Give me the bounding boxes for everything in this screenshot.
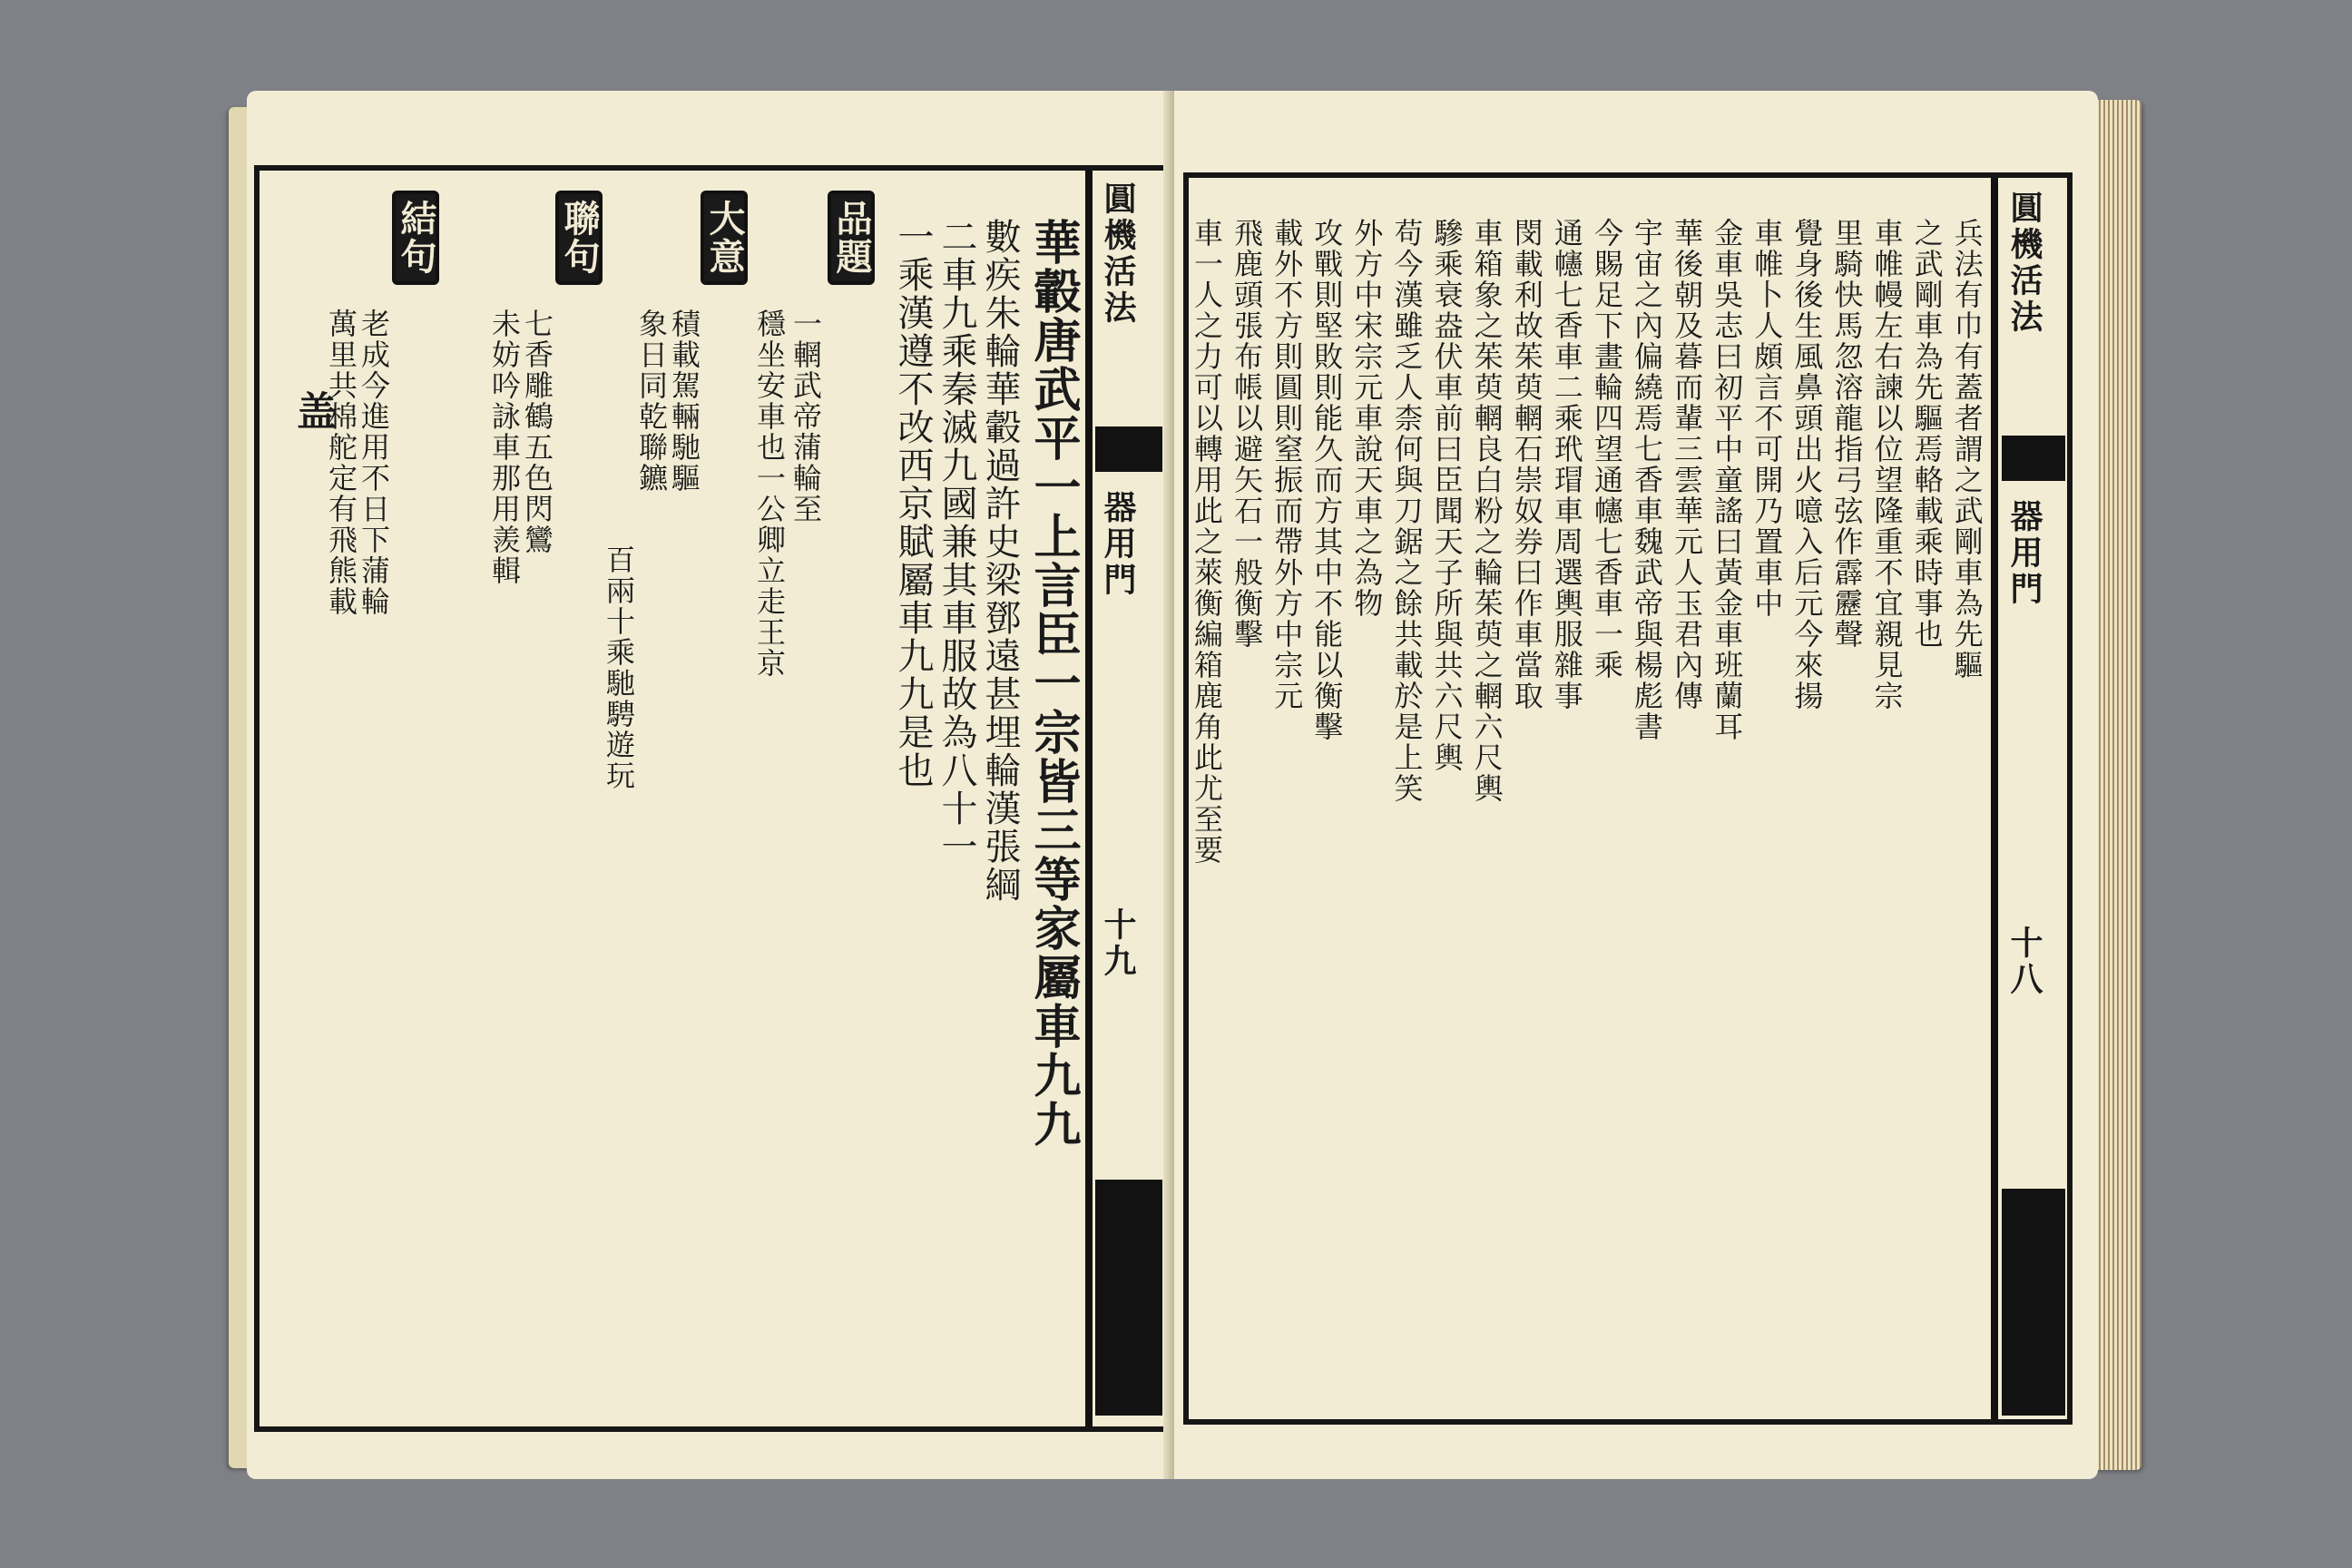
section-line: 象日同乾聯鑣 bbox=[634, 309, 669, 494]
open-book bbox=[229, 91, 2141, 1479]
section-label-lianju: 聯句 bbox=[555, 191, 603, 285]
text-column: 今賜足下畫輪四望通幰七香車一乘 bbox=[1589, 218, 1624, 681]
left-side-black-band-bottom bbox=[1095, 1180, 1162, 1416]
section-line: 未妨吟詠車那用羨輯 bbox=[487, 309, 522, 586]
text-column: 外方中宋宗元車說天車之為物 bbox=[1349, 218, 1385, 619]
right-page bbox=[1174, 91, 2098, 1479]
text-column: 驂乘衰盎伏車前曰臣聞天子所與共六尺輿 bbox=[1429, 218, 1465, 773]
left-main-column-1: 華轂唐武平一上言臣一宗皆三等家屬車九九 bbox=[1025, 218, 1081, 1149]
text-column: 車帷幔左右諫以位望隆重不宜親見宗 bbox=[1869, 218, 1905, 711]
text-column: 攻戰則堅敗則能久而方其中不能以衡擊 bbox=[1309, 218, 1345, 742]
right-side-black-band-bottom bbox=[2002, 1189, 2065, 1416]
right-page-number: 十八 bbox=[2005, 926, 2043, 998]
section-line: 萬里共棉舵定有飛熊載 bbox=[324, 309, 358, 617]
left-side-title: 圓機活法 bbox=[1099, 181, 1137, 327]
text-column: 華後朝及暮而輩三雲華元人玉君內傳 bbox=[1670, 218, 1705, 711]
section-line: 一輞武帝蒲輪至 bbox=[789, 309, 823, 524]
text-column: 里騎快馬忽溶龍指弓弦作霹靂聲 bbox=[1829, 218, 1865, 650]
left-side-strip bbox=[1085, 171, 1093, 1426]
left-side-subtitle: 器用門 bbox=[1099, 490, 1137, 599]
right-side-strip bbox=[1991, 178, 1998, 1419]
text-column: 車一人之力可以轉用此之萊衡編箱鹿角此尤至要 bbox=[1190, 218, 1224, 866]
text-column: 車箱象之茱萸輞良白粉之輪茱萸之輞六尺輿 bbox=[1469, 218, 1504, 804]
left-page bbox=[247, 91, 1181, 1479]
right-page-stack bbox=[2092, 100, 2141, 1470]
section-line: 百兩十乘馳騁遊玩 bbox=[602, 544, 636, 791]
left-page-number: 十九 bbox=[1099, 907, 1137, 980]
section-label-jieju: 結句 bbox=[392, 191, 439, 285]
section-line: 老成今進用不日下蒲輪 bbox=[357, 309, 391, 617]
section-label-pinti: 品題 bbox=[828, 191, 875, 285]
right-side-black-band bbox=[2002, 436, 2065, 481]
right-side-title: 圓機活法 bbox=[2005, 191, 2043, 336]
text-column: 通幰七香車二乘玳瑁車周選輿服雜事 bbox=[1549, 218, 1584, 711]
section-line: 七香雕鶴五色閃鸞 bbox=[520, 309, 554, 555]
text-column: 覺身後生風鼻頭出火噫入后元今來揚 bbox=[1789, 218, 1825, 711]
text-column: 宇宙之內偏繞焉七香車魏武帝與楊彪書 bbox=[1630, 218, 1665, 742]
text-column: 載外不方則圓則窒振而帶外方中宗元 bbox=[1269, 218, 1305, 711]
text-column: 車帷卜人頗言不可開乃置車中 bbox=[1749, 218, 1785, 619]
section-line: 積載駕輛馳驅 bbox=[667, 309, 701, 494]
text-column: 苟今漢雖乏人柰何與刀鋸之餘共載於是上笑 bbox=[1389, 218, 1425, 804]
left-side-black-band bbox=[1095, 426, 1162, 472]
text-column: 兵法有巾有蓋者謂之武剛車為先驅 bbox=[1949, 218, 1984, 681]
left-main-column-3: 二車九乘秦滅九國兼其車服故為八十一 bbox=[936, 218, 977, 866]
text-column: 閔載利故茱萸輞石崇奴券曰作車當取 bbox=[1509, 218, 1544, 711]
left-main-column-2: 數疾朱輪華轂過許史梁鄧遠甚埋輪漢張綱 bbox=[979, 218, 1021, 904]
section-line: 穩坐安車也一公卿立走王京 bbox=[752, 309, 787, 679]
right-side-subtitle: 器用門 bbox=[2005, 499, 2043, 608]
left-main-column-4: 一乘漢遵不改西京賦屬車九九是也 bbox=[892, 218, 934, 789]
text-column: 飛鹿頭張布帳以避矢石一般衡擊 bbox=[1230, 218, 1265, 650]
left-side-char: 盖 bbox=[289, 390, 336, 432]
section-label-dayi: 大意 bbox=[701, 191, 748, 285]
text-column: 金車吳志曰初平中童謠曰黃金車班蘭耳 bbox=[1710, 218, 1745, 742]
text-column: 之武剛車為先驅焉輅載乘時事也 bbox=[1909, 218, 1945, 650]
right-text-area bbox=[1192, 218, 1982, 1416]
